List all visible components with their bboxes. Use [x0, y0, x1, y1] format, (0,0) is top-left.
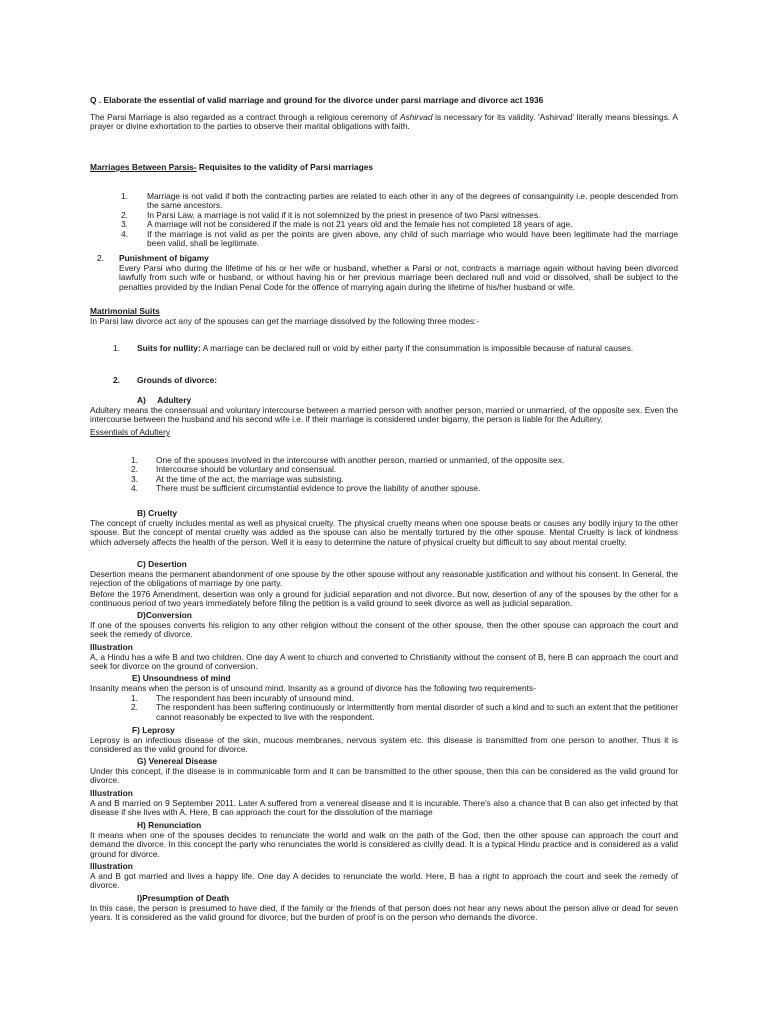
cruelty-heading: B) Cruelty [137, 508, 178, 518]
conversion-heading: D)Conversion [137, 610, 192, 620]
requisites-list [121, 192, 678, 248]
list-number: 1. [131, 455, 138, 465]
nullity-item [137, 344, 678, 353]
list-text: Marriage is not valid if both the contracting parties are related to each other in any of the degrees of consanguinity i.e. people descended from the same ancestors. [147, 191, 678, 211]
presumption-heading: I)Presumption of Death [137, 893, 230, 903]
grounds-heading: Grounds of divorce: [137, 375, 218, 385]
matrimonial-text: In Parsi law divorce act any of the spouses can get the marriage dissolved by the following three modes:- [90, 316, 480, 326]
list-number: 2. [131, 464, 138, 475]
presumption-text: In this case, the person is presumed to have died, if the family or the friends of that person does not hear any news about the person alive or dead for seven years. It is considered as the valid ground for divorce, but the burden of proof is on the person who demands the divorce. [90, 903, 678, 923]
list-text: If the marriage is not valid as per the points are given above, any child of such marriage who would have been legitimate had the marriage been valid, shall be legitimate. [147, 228, 678, 249]
list-item [131, 703, 678, 722]
unsoundness-text: Insanity means when the person is of unsound mind. Insanity as a ground of divorce has the following two requirements- [90, 683, 536, 693]
intro-ashirvad: Ashirvad [399, 112, 433, 122]
list-number: 1. [121, 191, 128, 201]
adultery-heading: A) Adultery [137, 395, 192, 405]
nullity-label: Suits for nullity: [137, 343, 201, 353]
cruelty-text: The concept of cruelty includes mental as well as physical cruelty. The physical cruelty means when one spouse beats or causes any bodily injury to the other spouse. But the concept of mental cruelty was added as the spouse can also be mentally tortured by the other spouse. Mental Cruelty is lack of kindness which adversely affects the health of the person. Well it is easy to determine the nature of physical cruelty but difficult to say about mental cruelty. [90, 518, 678, 547]
conversion-illustration-label: Illustration [90, 642, 133, 652]
list-number: 2. [121, 209, 128, 220]
renunciation-illustration: A and B got married and lives a happy life. One day A decides to renunciate the world. Here, B has a right to approach the court and seek the remedy of divorce. [90, 871, 678, 891]
list-number: 3. [131, 473, 138, 484]
list-text: A marriage will not be considered if the male is not 21 years old and the female has not completed 18 years of age. [147, 219, 573, 230]
list-text: One of the spouses involved in the intercourse with another person, married or unmarried, of the opposite sex. [156, 455, 565, 465]
list-number: 4. [131, 483, 138, 494]
adultery-essentials-heading: Essentials of Adultery [90, 427, 171, 437]
question-heading: Q . Elaborate the essential of valid marriage and ground for the divorce under parsi marriage and divorce act 1936 [90, 95, 544, 105]
marriages-heading-underlined: Marriages Between Parsis- [90, 162, 197, 172]
renunciation-illustration-label: Illustration [90, 861, 133, 871]
intro-text-start: The Parsi Marriage is also regarded as a contract through a religious ceremony of [90, 112, 400, 122]
conversion-illustration: A, a Hindu has a wife B and two children. One day A went to church and converted to Christianity without the consent of B, here B can approach the court and seek for divorce on the ground of conversion. [90, 652, 678, 672]
leprosy-heading: F) Leprosy [132, 725, 175, 735]
desertion-text-2: Before the 1976 Amendment, desertion was only a ground for judicial separation and not divorce. But now, desertion of any of the spouses by the other for a continuous period of two years immediately before filing the petition is a valid ground to seek divorce as well as judicial separation. [90, 589, 678, 609]
desertion-text-1: Desertion means the permanent abandonment of one spouse by the other spouse without any reasonable justification and without his consent. In General, the rejection of the obligations of marriage by one party. [90, 569, 678, 589]
bigamy-heading: Punishment of bigamy [119, 253, 209, 263]
renunciation-text: It means when one of the spouses decides to renunciate the world and walk on the path of the God, then the other spouse can approach the court and demand the divorce. In this concept the party who renunciates the world is considered as civilly dead. It is a typical Hindu practice and is considered as a valid ground for divorce. [90, 830, 678, 859]
list-text: There must be sufficient circumstantial evidence to prove the liability of another spouse. [156, 483, 481, 494]
desertion-heading: C) Desertion [137, 559, 187, 569]
venereal-illustration: A and B married on 9 September 2011. Later A suffered from a venereal disease and it is incurable. There's also a chance that B can also get infected by that disease if she lives with A. Here, B can approach the court for the dissolution of the marriage [90, 798, 678, 818]
list-number: 3. [121, 219, 128, 230]
list-text: The respondent has been suffering continuously or intermittently from mental disorder of such a kind and to such an extent that the petitioner cannot reasonably be expected to live with the respondent. [156, 702, 678, 722]
nullity-text: A marriage can be declared null or void by either party if the consummation is impossible because of natural causes. [200, 343, 634, 353]
grounds-number: 2. [113, 375, 120, 385]
nullity-number: 1. [113, 343, 120, 353]
list-text: At the time of the act, the marriage was subsisting. [156, 473, 344, 484]
bigamy-text: Every Parsi who during the lifetime of his or her wife or husband, whether a Parsi or not, contracts a marriage again without having been divorced lawfully from such wife or husband, or without having his or her previous marriage been declared null and void or dissolved, shall be subject to the penalties provided by the Indian Penal Code for the offence of marrying again during the lifetime of his/her husband or wife. [119, 263, 678, 292]
marriages-heading-rest: Requisites to the validity of Parsi marriages [196, 162, 374, 172]
list-number: 1. [131, 693, 138, 703]
venereal-illustration-label: Illustration [90, 788, 133, 798]
list-text: Intercourse should be voluntary and consensual. [156, 464, 337, 475]
renunciation-heading: H) Renunciation [137, 820, 202, 830]
list-number: 2. [131, 702, 138, 713]
list-item [121, 192, 678, 211]
list-item [121, 230, 678, 249]
list-item [131, 484, 678, 493]
venereal-text: Under this concept, if the disease is in communicable form and it can be transmitted to the other spouse, then this can be considered as the valid ground for divorce. [90, 766, 678, 786]
venereal-heading: G) Venereal Disease [137, 756, 218, 766]
marriages-heading [90, 163, 373, 172]
unsoundness-heading: E) Unsoundness of mind [132, 673, 231, 683]
leprosy-text: Leprosy is an infectious disease of the skin, mucous membranes, nervous system etc. this disease is transmitted from one person to another. Thus it is considered as the valid ground for divorce. [90, 735, 678, 755]
adultery-essentials-list [131, 456, 678, 494]
list-text: In Parsi Law, a marriage is not valid if it is not solemnized by the priest in presence of two Parsi witnesses. [147, 209, 541, 220]
bigamy-number: 2. [97, 253, 104, 263]
intro-paragraph [90, 113, 678, 132]
unsoundness-list [131, 694, 678, 722]
matrimonial-heading: Matrimonial Suits [90, 306, 160, 316]
intro-text-end: is necessary for its validity. 'Ashirvad' literally means blessings. A prayer or divine exhortation to the parties to observe their marital obligations with faith. [90, 112, 678, 132]
conversion-text: If one of the spouses converts his religion to any other religion without the consent of the other spouse, then the other spouse can approach the court and seek the remedy of divorce. [90, 620, 678, 640]
adultery-text: Adultery means the consensual and voluntary intercourse between a married person with another person, married or unmarried, of the opposite sex. Even the intercourse between the husband and his second wife i.e. if their marriage is considered under bigamy, the person is liable for the Adultery. [90, 405, 678, 425]
list-text: The respondent has been incurably of unsound mind. [156, 693, 354, 703]
list-number: 4. [121, 228, 128, 239]
